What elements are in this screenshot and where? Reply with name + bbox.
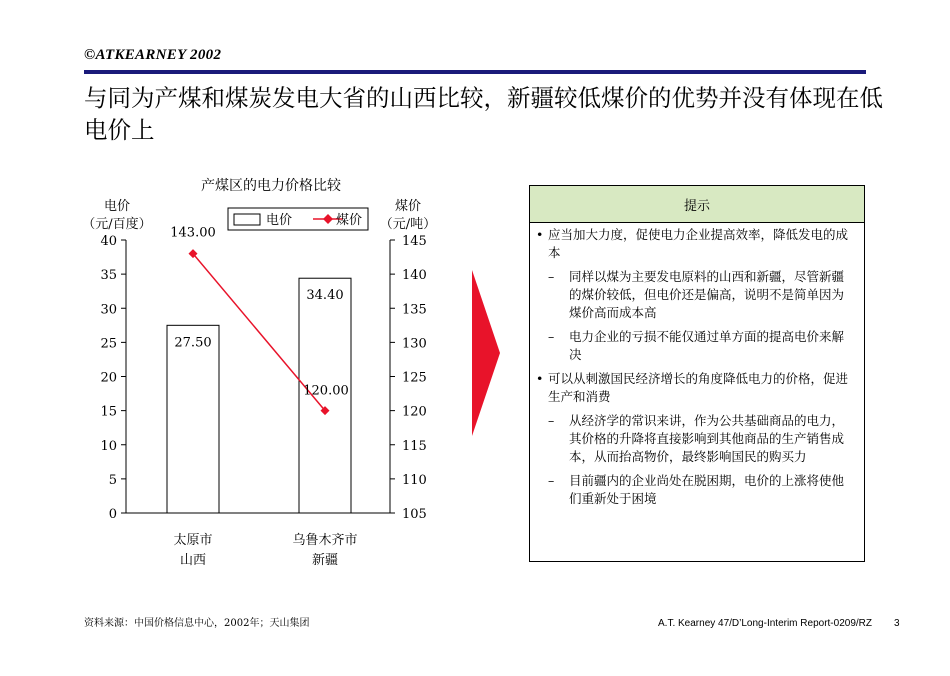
right-tick-label: 135 bbox=[402, 302, 427, 318]
bullet-text: 同样以煤为主要发电原料的山西和新疆，尽管新疆的煤价较低，但电价还是偏高，说明不是简单因为煤价高而成本高 bbox=[569, 269, 845, 320]
footer-text: A.T. Kearney 47/D’Long-Interim Report-0209/RZ bbox=[658, 618, 872, 629]
right-tick-label: 105 bbox=[402, 507, 427, 522]
right-tick-label: 120 bbox=[402, 404, 427, 420]
left-tick-label: 5 bbox=[108, 472, 117, 488]
line-value-label: 120.00 bbox=[303, 383, 349, 399]
page-title: 与同为产煤和煤炭发电大省的山西比较，新疆较低煤价的优势并没有体现在低电价上 bbox=[84, 84, 883, 144]
chart-title: 产煤区的电力价格比较 bbox=[201, 178, 341, 194]
legend-bar-label: 电价 bbox=[266, 213, 293, 228]
left-tick-label: 10 bbox=[100, 438, 117, 454]
bullet-text: 电力企业的亏损不能仅通过单方面的提高电价来解决 bbox=[569, 329, 845, 362]
right-tick-label: 125 bbox=[402, 370, 427, 386]
right-axis-unit: （元/吨） bbox=[379, 217, 437, 232]
right-arrow-icon bbox=[472, 270, 500, 436]
right-tick-label: 145 bbox=[402, 234, 427, 249]
dash-marker: – bbox=[548, 329, 555, 344]
bar-value-label: 27.50 bbox=[174, 335, 212, 351]
bullet-text: 应当加大力度，促使电力企业提高效率，降低发电的成本 bbox=[548, 227, 849, 260]
brand-logo: ©ATKEARNEY 2002 bbox=[84, 47, 222, 63]
line-value-label: 143.00 bbox=[170, 225, 216, 241]
insight-panel bbox=[529, 185, 865, 562]
sub-bullet-item bbox=[536, 328, 856, 364]
left-axis-label: 电价 bbox=[103, 199, 131, 214]
left-tick-label: 0 bbox=[108, 507, 117, 522]
sub-bullet-item bbox=[536, 268, 856, 322]
right-tick-label: 110 bbox=[402, 472, 427, 488]
left-tick-label: 35 bbox=[100, 268, 117, 284]
source-note: 资料来源：中国价格信息中心，2002年；天山集团 bbox=[84, 618, 310, 629]
left-axis-unit: （元/百度） bbox=[82, 217, 152, 232]
category-label-1-province: 山西 bbox=[179, 553, 207, 568]
panel-body bbox=[536, 226, 856, 514]
bullet-text: 从经济学的常识来讲，作为公共基础商品的电力，其价格的升降将直接影响到其他商品的生产销售成本，从而抬高物价，最终影响国民的购买力 bbox=[569, 413, 845, 464]
legend-bar-swatch bbox=[234, 214, 260, 225]
right-tick-label: 140 bbox=[402, 268, 427, 284]
bar-value-label: 34.40 bbox=[306, 288, 344, 304]
left-tick-label: 40 bbox=[100, 234, 117, 249]
right-tick-label: 130 bbox=[402, 336, 427, 352]
category-label-1-city: 太原市 bbox=[173, 533, 213, 548]
left-tick-label: 20 bbox=[100, 370, 117, 386]
bullet-text: 目前疆内的企业尚处在脱困期，电价的上涨将使他们重新处于困境 bbox=[569, 473, 845, 506]
right-tick-label: 115 bbox=[402, 438, 427, 454]
sub-bullet-item bbox=[536, 472, 856, 508]
legend-line-label: 煤价 bbox=[336, 213, 363, 228]
sub-bullet-item bbox=[536, 412, 856, 466]
bullet-text: 可以从刺激国民经济增长的角度降低电力的价格，促进生产和消费 bbox=[548, 371, 849, 404]
dash-marker: – bbox=[548, 473, 555, 488]
panel-heading: 提示 bbox=[530, 186, 864, 223]
left-tick-label: 15 bbox=[100, 404, 117, 420]
page-number: 3 bbox=[894, 618, 900, 629]
dash-marker: – bbox=[548, 269, 555, 284]
bullet-marker: • bbox=[536, 227, 544, 242]
left-tick-label: 30 bbox=[100, 302, 117, 318]
category-label-2-province: 新疆 bbox=[311, 553, 339, 568]
category-label-2-city: 乌鲁木齐市 bbox=[292, 533, 358, 548]
dash-marker: – bbox=[548, 413, 555, 428]
left-tick-label: 25 bbox=[100, 336, 117, 352]
right-axis-label: 煤价 bbox=[394, 199, 422, 214]
bullet-item bbox=[536, 226, 856, 262]
bullet-marker: • bbox=[536, 371, 544, 386]
bar bbox=[167, 325, 219, 513]
bullet-item bbox=[536, 370, 856, 406]
